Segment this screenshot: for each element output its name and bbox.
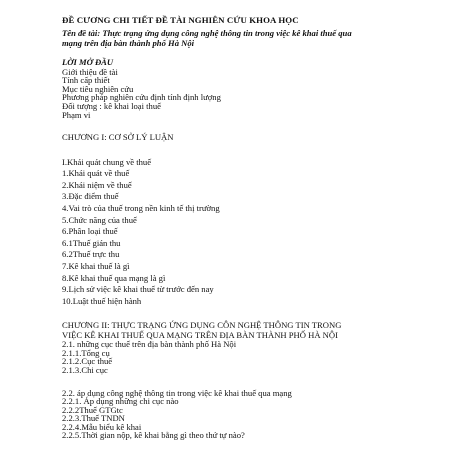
- chapter-2-item: 2.2. áp dụng công nghệ thông tin trong việc kê khai thuế qua mạng: [62, 387, 292, 398]
- chapter-2-item: 2.1.1.Tổng cụ: [62, 347, 110, 358]
- chapter-1-item: 6.2Thuế trực thu: [62, 249, 120, 260]
- intro-heading: LỜI MỞ ĐẦU: [62, 57, 114, 68]
- chapter-2-item: 2.1. những cục thuế trên địa bàn thành phố Hà Nội: [62, 339, 237, 350]
- chapter-1-item: 6.1Thuế gián thu: [62, 237, 121, 248]
- intro-item: Phạm vi: [62, 109, 91, 120]
- chapter-2-item: 2.2.5.Thời gian nộp, kê khai bằng gì theo thứ tự nào?: [62, 430, 245, 441]
- chapter-1-heading: CHƯƠNG I: CƠ SỞ LÝ LUẬN: [62, 132, 174, 143]
- topic-heading: [62, 29, 442, 48]
- chapter-2-item: 2.1.2.Cục thuế: [62, 356, 113, 367]
- topic-line: mạng trên địa bàn thành phố Hà Nội: [62, 37, 195, 48]
- chapter-2-heading-line: VIỆC KÊ KHAI THUẾ QUA MẠNG TRÊN ĐỊA BÀN THÀNH PHỐ HÀ NỘI: [62, 329, 338, 340]
- chapter-2-section-1: [62, 340, 442, 374]
- chapter-2-section-2: [62, 389, 442, 441]
- chapter-1-item: 3.Đặc điểm thuế: [62, 191, 119, 202]
- chapter-1-item: 4.Vai trò của thuế trong nền kinh tế thị trường: [62, 202, 220, 213]
- chapter-1-item: 9.Lịch sử việc kê khai thuế từ trước đến nay: [62, 284, 214, 295]
- intro-item: Tính cấp thiết: [62, 75, 110, 86]
- chapter-2-item: 2.2.4.Mẫu biểu kê khai: [62, 421, 142, 432]
- chapter-1-item: I.Khái quát chung về thuế: [62, 156, 152, 167]
- document-page: [62, 16, 442, 440]
- chapter-1-item: 7.Kê khai thuế là gì: [62, 260, 130, 271]
- chapter-1-item: 8.Kê khai thuế qua mạng là gì: [62, 272, 166, 283]
- chapter-1-list: [62, 157, 442, 308]
- intro-item: Đối tượng : kê khai loại thuế: [62, 101, 161, 111]
- document-title: ĐỀ CƯƠNG CHI TIẾT ĐỀ TÀI NGHIÊN CỨU KHOA HỌC: [62, 15, 299, 25]
- chapter-2-item: 2.2.2Thuế GTGtc: [62, 404, 123, 415]
- chapter-1-item: 1.Khái quát về thuế: [62, 168, 130, 179]
- chapter-2-heading-line: CHƯƠNG II: THỰC TRẠNG ỨNG DỤNG CÔN NGHỆ THÔNG TIN TRONG: [62, 320, 342, 331]
- chapter-2-item: 2.2.3.Thuế TNDN: [62, 413, 125, 424]
- chapter-1-item: 10.Luật thuế hiện hành: [62, 295, 142, 306]
- intro-item: Phương pháp nghiên cứu định tính định lượng: [62, 92, 221, 103]
- chapter-1-item: 2.Khái niệm về thuế: [62, 179, 132, 190]
- chapter-1-item: 6.Phân loại thuế: [62, 226, 118, 237]
- topic-line: Tên đề tài: Thực trạng ứng dụng công nghệ thông tin trong việc kê khai thuế qua: [62, 28, 352, 39]
- intro-list: [62, 68, 442, 120]
- chapter-2-item: 2.2.1. Áp dụng những chi cục nào: [62, 396, 179, 407]
- intro-item: Giới thiệu đề tài: [62, 66, 118, 77]
- chapter-2-item: 2.1.3.Chi cục: [62, 364, 108, 375]
- intro-item: Mục tiêu nghiên cứu: [62, 83, 134, 94]
- chapter-2-heading: [62, 321, 442, 340]
- chapter-1-item: 5.Chức năng của thuế: [62, 214, 137, 225]
